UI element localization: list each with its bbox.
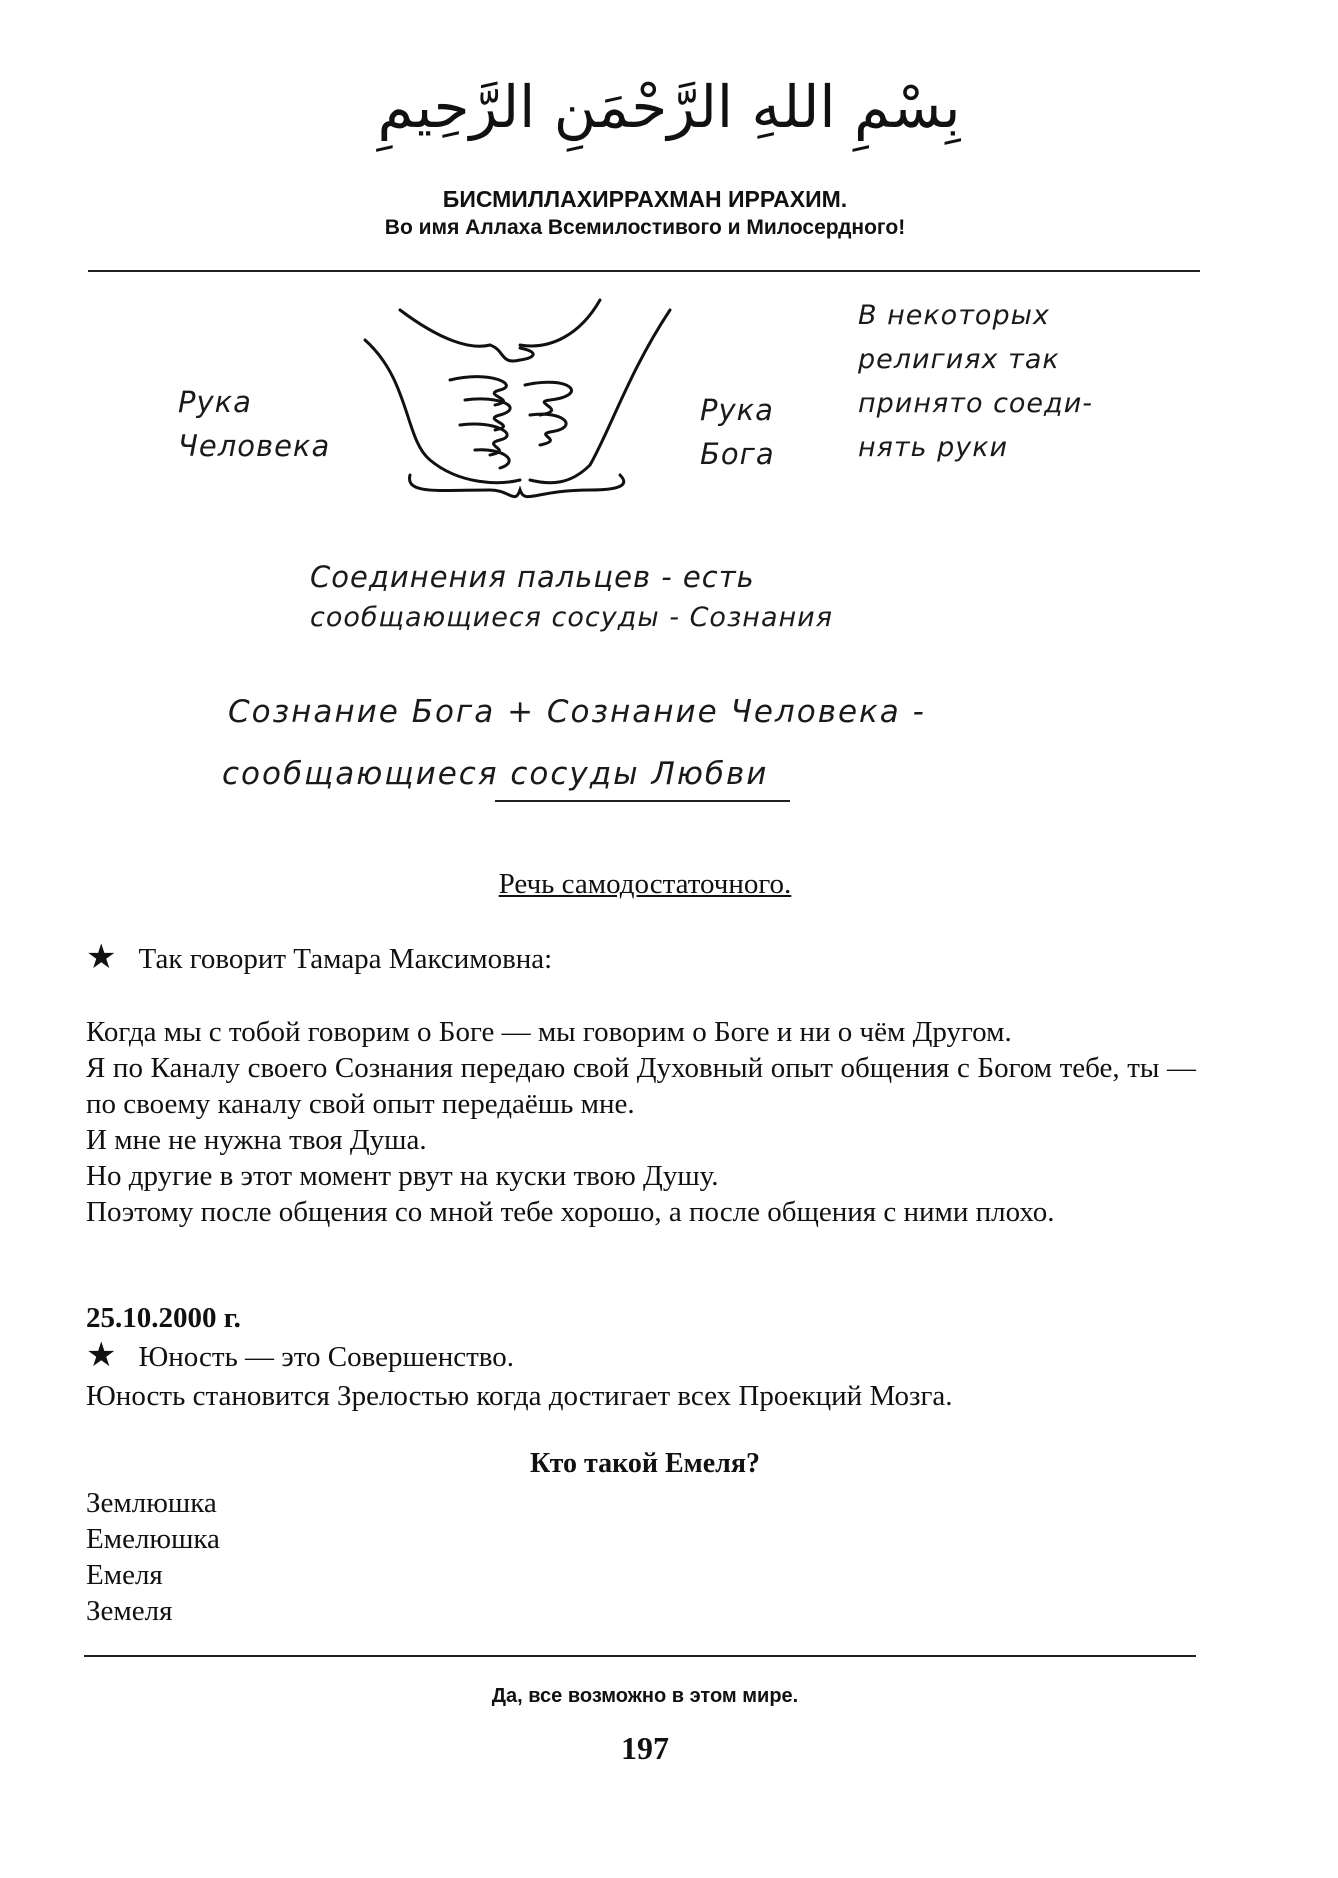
emelya-list	[86, 1485, 1196, 1629]
footer-rule	[84, 1655, 1196, 1657]
speech-intro: ★ Так говорит Тамара Максимовна:	[86, 939, 553, 976]
star-icon: ★	[86, 939, 117, 976]
list-item: Землюшка	[86, 1487, 217, 1519]
list-item: Земеля	[86, 1595, 173, 1627]
header-title: БИСМИЛЛАХИРРАХМАН ИРРАХИМ.	[442, 186, 848, 212]
speech-line: Когда мы с тобой говорим о Боге — мы говорим о Боге и ни о чём Другом.	[86, 1016, 1012, 1048]
speech-line: И мне не нужна твоя Душа.	[86, 1124, 427, 1156]
bismillah-calligraphy: بِسْمِ اللهِ الرَّحْمَنِ الرَّحِيمِ	[377, 73, 961, 141]
entry-line-1: ★ Юность — это Совершенство.	[86, 1337, 515, 1374]
entry-line-2: Юность становится Зрелостью когда достигает всех Проекций Мозга.	[86, 1380, 953, 1412]
right-hand-label: Рука Бога	[700, 393, 775, 471]
handwritten-line-4: сообщающиеся сосуды Любви	[222, 756, 769, 792]
joined-hands-drawing	[350, 290, 680, 510]
page-number: 197	[621, 1730, 669, 1766]
left-hand-label: Рука Человека	[178, 385, 331, 463]
handwritten-underline	[495, 800, 790, 802]
handwritten-line-1: Соединения пальцев - есть	[310, 560, 755, 594]
list-item: Емеля	[86, 1559, 163, 1591]
speech-line: Но другие в этот момент рвут на куски твою Душу.	[86, 1160, 719, 1192]
religion-note: В некоторых религиях так принято соеди- нять руки	[858, 300, 1093, 463]
speech-line: Поэтому после общения со мной тебе хорошо, а после общения с ними плохо.	[86, 1196, 1055, 1228]
section-title: Речь самодостаточного.	[498, 868, 792, 900]
list-item: Емелюшка	[86, 1523, 220, 1555]
star-icon: ★	[86, 1337, 117, 1374]
handwritten-line-2: сообщающиеся сосуды - Сознания	[310, 602, 833, 633]
emelya-title: Кто такой Емеля?	[529, 1448, 760, 1479]
speech-paragraph	[86, 1014, 1196, 1230]
handwritten-line-3: Сознание Бога + Сознание Человека -	[228, 694, 926, 730]
header-rule	[88, 270, 1200, 272]
speech-line: Я по Каналу своего Сознания передаю свой Духовный опыт общения с Богом тебе, ты — по своему каналу свой опыт передаёшь мне.	[86, 1052, 1196, 1120]
footer-text: Да, все возможно в этом мире.	[491, 1685, 799, 1707]
entry-date: 25.10.2000 г.	[86, 1302, 241, 1334]
header-subtitle: Во имя Аллаха Всемилостивого и Милосердного!	[384, 216, 906, 239]
